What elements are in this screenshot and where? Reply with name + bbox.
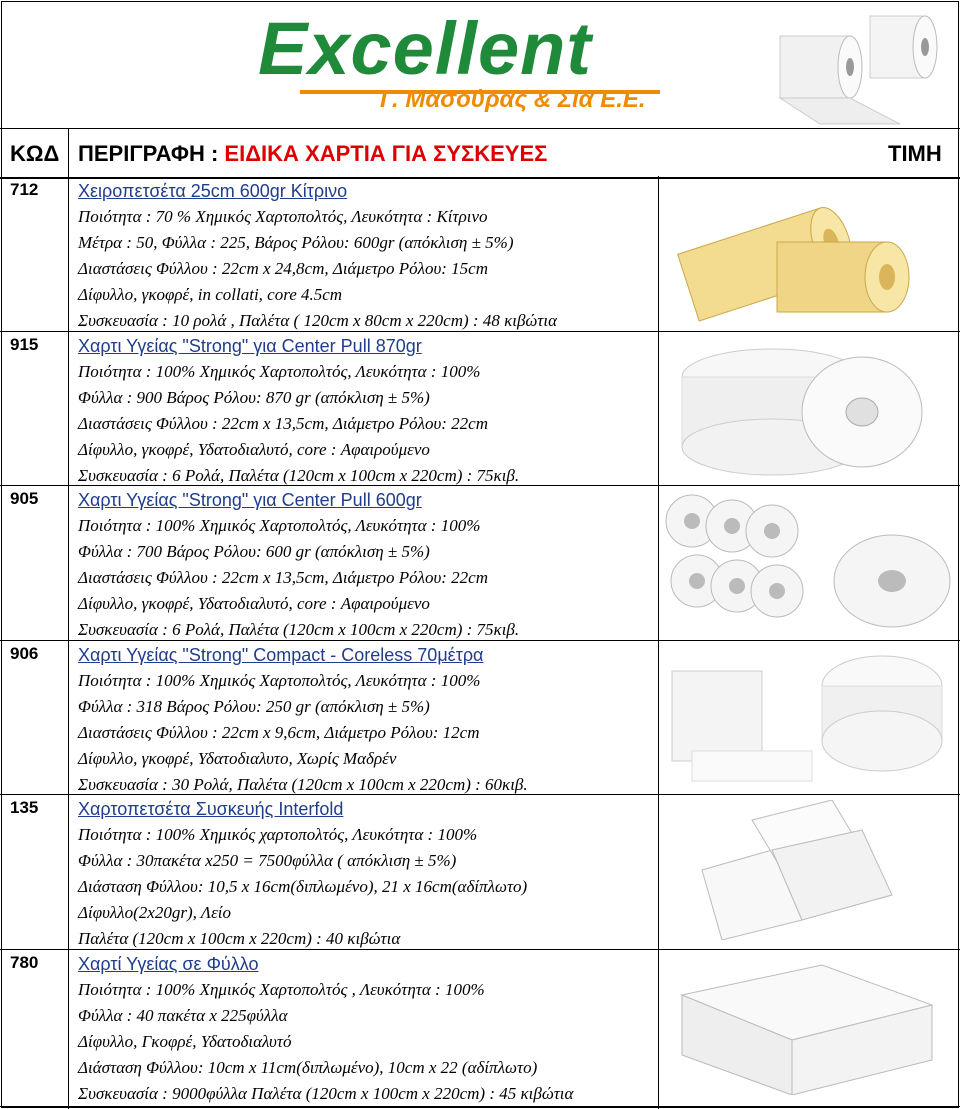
product-image	[662, 337, 952, 482]
product-title: Χαρτοπετσέτα Συσκευής Interfold	[78, 799, 344, 819]
product-row	[0, 485, 960, 641]
product-spec-line: Δίφυλλο, γκοφρέ, Υδατοδιαλυτό, core : Αφαιρούμενο	[78, 440, 430, 459]
product-title: Χαρτί Υγείας σε Φύλλο	[78, 954, 259, 974]
product-row	[0, 640, 960, 795]
product-spec-line: Διάσταση Φύλλου: 10,5 x 16cm(διπλωμένο), 21 x 16cm(αδίπλωτο)	[78, 877, 528, 896]
product-description	[78, 951, 658, 1107]
product-title: Χαρτι Υγείας "Strong" Compact - Coreless 70μέτρα	[78, 645, 484, 665]
product-spec-line: Φύλλα : 40 πακέτα x 225φύλλα	[78, 1006, 288, 1025]
product-spec-line: Ποιότητα : 70 % Χημικός Χαρτοπολτός, Λευκότητα : Κίτρινο	[78, 207, 488, 226]
product-spec-line: Διαστάσεις Φύλλου : 22cm x 24,8cm, Διάμετρο Ρόλου: 15cm	[78, 259, 488, 278]
col-description-header	[78, 141, 547, 167]
product-spec-line: Διαστάσεις Φύλλου : 22cm x 13,5cm, Διάμετρο Ρόλου: 22cm	[78, 568, 488, 587]
header-rolls-image	[770, 6, 950, 126]
product-spec-line: Φύλλα : 700 Βάρος Ρόλου: 600 gr (απόκλιση ± 5%)	[78, 542, 430, 561]
product-image	[662, 491, 952, 636]
product-spec-line: Συσκευασία : 10 ρολά , Παλέτα ( 120cm x 80cm x 220cm) : 48 κιβώτια	[78, 311, 558, 330]
product-spec-line: Δίφυλλο, γκοφρέ, Υδατοδιαλυτό, core : Αφαιρούμενο	[78, 594, 430, 613]
product-code: 905	[10, 489, 39, 508]
product-spec-line: Διαστάσεις Φύλλου : 22cm x 13,5cm, Διάμετρο Ρόλου: 22cm	[78, 414, 488, 433]
product-description	[78, 178, 658, 334]
product-spec-line: Μέτρα : 50, Φύλλα : 225, Βάρος Ρόλου: 600gr (απόκλιση ± 5%)	[78, 233, 514, 252]
product-spec-line: Δίφυλλο, γκοφρέ, in collati, core 4.5cm	[78, 285, 343, 304]
product-title: Χειροπετσέτα 25cm 600gr Κίτρινο	[78, 181, 348, 201]
product-description	[78, 796, 658, 952]
product-spec-line: Συσκευασία : 6 Ρολά, Παλέτα (120cm x 100cm x 220cm) : 75κιβ.	[78, 466, 520, 485]
col-price-header: ΤΙΜΗ	[888, 141, 942, 166]
product-image	[662, 646, 952, 791]
product-spec-line: Ποιότητα : 100% Χημικός χαρτοπολτός, Λευκότητα : 100%	[78, 825, 478, 844]
product-code: 712	[10, 180, 39, 199]
product-image	[662, 955, 952, 1100]
product-spec-line: Φύλλα : 900 Βάρος Ρόλου: 870 gr (απόκλιση ± 5%)	[78, 388, 430, 407]
product-code: 915	[10, 335, 39, 354]
category-label: ΕΙΔΙΚΑ ΧΑΡΤΙΑ ΓΙΑ ΣΥΣΚΕΥΕΣ	[224, 141, 548, 166]
product-image	[662, 182, 952, 327]
product-spec-line: Παλέτα (120cm x 100cm x 220cm) : 40 κιβώτια	[78, 929, 401, 948]
product-title: Χαρτι Υγείας "Strong" για Center Pull 600gr	[78, 490, 422, 510]
product-row	[0, 794, 960, 950]
product-code: 780	[10, 953, 39, 972]
product-spec-line: Δίφυλλο, Γκοφρέ, Υδατοδιαλυτό	[78, 1032, 292, 1051]
header-logo-area	[0, 0, 960, 128]
product-code: 135	[10, 798, 39, 817]
product-spec-line: Συσκευασία : 6 Ρολά, Παλέτα (120cm x 100cm x 220cm) : 75κιβ.	[78, 620, 520, 639]
product-description	[78, 333, 658, 489]
product-spec-line: Συσκευασία : 30 Ρολά, Παλέτα (120cm x 100cm x 220cm) : 60κιβ.	[78, 775, 528, 794]
product-spec-line: Δίφυλλο(2x20gr), Λείο	[78, 903, 231, 922]
product-image	[662, 800, 952, 945]
product-spec-line: Διαστάσεις Φύλλου : 22cm x 9,6cm, Διάμετρο Ρόλου: 12cm	[78, 723, 480, 742]
product-spec-line: Φύλλα : 318 Βάρος Ρόλου: 250 gr (απόκλιση ± 5%)	[78, 697, 430, 716]
product-row	[0, 176, 960, 332]
product-spec-line: Ποιότητα : 100% Χημικός Χαρτοπολτός, Λευκότητα : 100%	[78, 516, 481, 535]
brand-subtitle: Γ. Μασούρας & Σια Ε.Ε.	[380, 86, 646, 113]
product-description	[78, 487, 658, 643]
product-spec-line: Ποιότητα : 100% Χημικός Χαρτοπολτός, Λευκότητα : 100%	[78, 362, 481, 381]
product-row	[0, 949, 960, 1107]
product-description	[78, 642, 658, 798]
product-title: Χαρτι Υγείας "Strong" για Center Pull 870gr	[78, 336, 422, 356]
product-spec-line: Φύλλα : 30πακέτα x250 = 7500φύλλα ( απόκλιση ± 5%)	[78, 851, 457, 870]
product-row	[0, 331, 960, 486]
product-code: 906	[10, 644, 39, 663]
product-spec-line: Ποιότητα : 100% Χημικός Χαρτοπολτός, Λευκότητα : 100%	[78, 671, 481, 690]
product-spec-line: Ποιότητα : 100% Χημικός Χαρτοπολτός , Λευκότητα : 100%	[78, 980, 485, 999]
product-spec-line: Δίφυλλο, γκοφρέ, Υδατοδιαλυτο, Χωρίς Μαδρέν	[78, 749, 397, 768]
brand-logo: Excellent	[258, 7, 592, 90]
product-spec-line: Συσκευασία : 9000φύλλα Παλέτα (120cm x 100cm x 220cm) : 45 κιβώτια	[78, 1084, 574, 1103]
col-code-header: ΚΩΔ	[10, 141, 60, 166]
product-spec-line: Διάσταση Φύλλου: 10cm x 11cm(διπλωμένο), 10cm x 22 (αδίπλωτο)	[78, 1058, 538, 1077]
description-label: ΠΕΡΙΓΡΑΦΗ :	[78, 141, 219, 166]
column-header-row	[0, 128, 960, 179]
